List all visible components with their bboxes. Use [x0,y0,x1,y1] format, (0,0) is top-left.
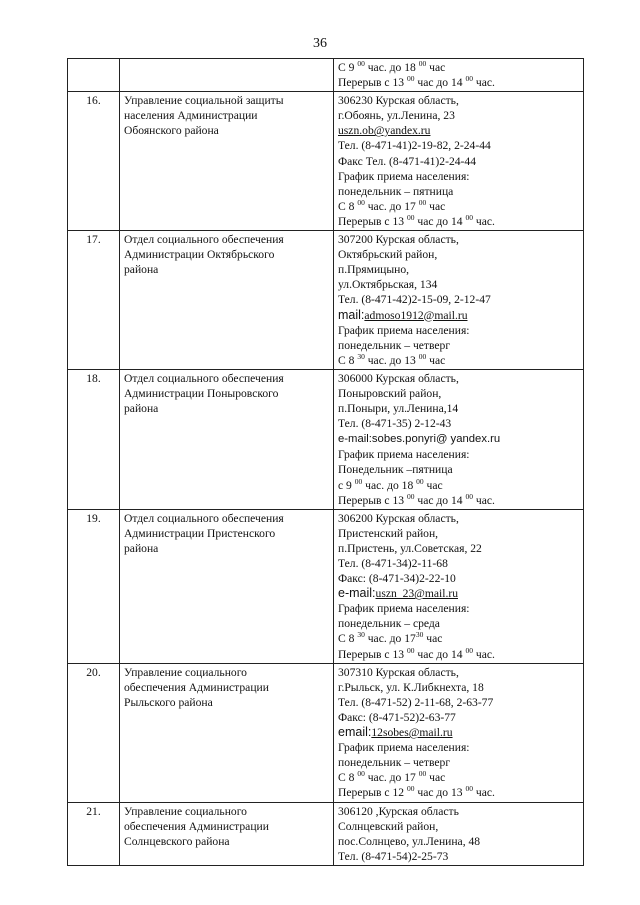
text-fragment: час. до 18 [364,61,419,74]
table-row [68,231,584,370]
organization-cell [120,92,334,231]
row-number-cell [68,231,120,370]
organization-name-line: Обоянского района [124,124,219,138]
text-fragment: понедельник – пятница [338,184,454,198]
text-fragment: 307200 Курская область, [338,233,459,247]
contact-info-line [338,401,579,416]
email-link[interactable]: uszn.ob@yandex.ru [338,124,431,138]
offices-table-body [68,59,584,866]
text-fragment: час. до 17 [364,632,416,646]
contact-info-line [338,292,579,307]
contact-info-line [338,680,579,695]
contact-info-line [338,232,579,247]
email-text: e-mail:sobes.ponyri@ yandex.ru [338,433,501,446]
time-superscript: 00 [418,59,427,68]
text-fragment: С 8 [338,353,358,367]
contact-info-line [338,804,579,819]
table-row [68,663,584,802]
text-fragment: п.Пристень, ул.Советская, 22 [338,541,482,555]
contact-info-line [338,695,579,710]
text-fragment: Октябрьский район, [338,248,438,262]
contact-info-line [338,247,579,262]
contact-info-line [338,154,579,169]
contact-info-line [338,665,579,680]
text-fragment: пос.Солнцево, ул.Ленина, 48 [338,834,481,848]
time-superscript: 00 [465,491,473,501]
contact-info-line [338,323,579,338]
contact-info-line [338,770,579,785]
text-fragment: С 8 [338,771,358,785]
text-fragment: понедельник – четверг [338,756,451,770]
organization-name-line: населения Администрации [124,109,258,123]
table-row-continuation [68,59,584,92]
organization-cell [120,509,334,663]
contact-info-line [338,631,579,646]
time-superscript: 00 [418,351,427,361]
contact-info-line [338,169,579,184]
table-row [68,369,584,509]
text-fragment: час до 14 [414,76,466,90]
contact-info-line [338,60,579,75]
time-superscript: 30 [415,630,424,640]
contact-info-cell [334,59,584,92]
text-fragment: час [426,199,446,213]
email-label: e-mail: [338,586,376,601]
text-fragment: Тел. (8-471-34)2-11-68 [338,557,448,570]
table-row [68,92,584,231]
text-fragment: час до 14 [414,647,466,661]
organization-name-line: Администрации Октябрьского [124,248,275,262]
contact-info-line [338,647,579,662]
text-fragment: График приема населения: [338,602,470,616]
text-fragment: Солнцевский район, [338,819,439,833]
row-number: 20. [86,665,101,679]
row-number-cell [68,369,120,509]
row-number-cell [68,92,120,231]
text-fragment: Тел. (8-471-52) 2-11-68, 2-63-77 [338,695,494,709]
email-link[interactable]: 12sobes@mail.ru [371,726,453,740]
organization-name-line: Управление социальной защиты [124,94,284,108]
row-number: 21. [86,804,101,818]
contact-info-line [338,123,579,138]
contact-info-line [338,462,579,477]
time-superscript: 00 [406,491,415,501]
organization-cell [120,663,334,802]
contact-info-cell [334,802,584,865]
time-superscript: 00 [354,476,363,486]
organization-name-line: Управление социального [124,665,247,679]
contact-info-line [338,478,579,493]
organization-name-line: Отдел социального обеспечения [124,371,284,385]
contact-info-line [338,416,579,431]
contact-info-line [338,740,579,755]
time-superscript: 00 [357,197,365,207]
text-fragment: Факс Тел. (8-471-41)2-24-44 [338,154,476,168]
text-fragment: час. до 13 [364,353,419,367]
text-fragment: График приема населения: [338,448,470,462]
contact-info-line [338,493,579,508]
contact-info-cell [334,663,584,802]
text-fragment: 306120 ,Курская область [338,804,459,818]
contact-info-line [338,834,579,849]
text-fragment: час. до 17 [364,199,419,213]
organization-cell [120,59,334,92]
contact-info-line [338,277,579,292]
email-label: email: [338,725,372,740]
text-fragment: г.Обоянь, ул.Ленина, 23 [338,109,455,123]
contact-info-cell [334,92,584,231]
contact-info-line [338,586,579,601]
text-fragment: 306230 Курская область, [338,94,459,108]
row-number-cell [68,59,120,92]
text-fragment: С 9 [338,61,358,74]
text-fragment: час [426,771,446,785]
time-superscript: 00 [465,212,473,222]
contact-info-line [338,262,579,277]
table-row [68,509,584,663]
organization-name-line: района [124,541,159,555]
text-fragment: час. [472,647,495,661]
contact-info-line [338,785,579,800]
text-fragment: Факс: (8-471-34)2-22-10 [338,572,456,586]
contact-info-line [338,184,579,199]
contact-info-cell [334,369,584,509]
time-superscript: 00 [406,74,415,84]
text-fragment: час. [472,493,495,507]
text-fragment: Пристенский район, [338,526,439,540]
text-fragment: Перерыв с 13 [338,493,407,507]
contact-info-line [338,447,579,462]
organization-name-line: Отдел социального обеспечения [124,233,284,247]
contact-info-line [338,199,579,214]
time-superscript: 00 [406,212,415,222]
contact-info-line [338,849,579,864]
contact-info-line [338,556,579,571]
text-fragment: ул.Октябрьская, 134 [338,278,438,292]
offices-table [67,58,584,866]
text-fragment: Перерыв с 12 [338,786,407,800]
organization-name-line: Рыльского района [124,695,213,709]
text-fragment: час. до 18 [362,478,417,492]
contact-info-line [338,819,579,834]
email-link[interactable]: admoso1912@mail.ru [364,308,468,322]
organization-name-line: обеспечения Администрации [124,819,269,833]
text-fragment: Перерыв с 13 [338,214,407,228]
text-fragment: График приема населения: [338,323,470,337]
contact-info-line [338,371,579,386]
contact-info-cell [334,509,584,663]
time-superscript: 00 [357,59,365,68]
text-fragment: Поныровский район, [338,386,442,400]
organization-cell [120,369,334,509]
contact-info-line [338,601,579,616]
contact-info-line [338,93,579,108]
text-fragment: час до 14 [414,214,466,228]
text-fragment: час. до 17 [364,771,419,785]
organization-cell [120,231,334,370]
text-fragment: 306200 Курская область, [338,511,459,525]
text-fragment: час. [472,214,495,228]
contact-info-line [338,138,579,153]
contact-info-cell [334,231,584,370]
time-superscript: 00 [418,197,427,207]
table-row [68,802,584,865]
email-link[interactable]: uszn_23@mail.ru [375,587,458,601]
text-fragment: с 9 [338,478,355,492]
text-fragment: Факс: (8-471-52)2-63-77 [338,710,456,724]
organization-name-line: района [124,402,159,416]
contact-info-line [338,338,579,353]
text-fragment: час [426,61,446,74]
row-number: 19. [86,511,101,525]
time-superscript: 30 [357,630,365,640]
row-number-cell [68,802,120,865]
text-fragment: С 8 [338,632,358,646]
contact-info-line [338,755,579,770]
contact-info-line [338,353,579,368]
text-fragment: г.Рыльск, ул. К.Либкнехта, 18 [338,680,484,694]
text-fragment: Тел. (8-471-35) 2-12-43 [338,417,452,431]
organization-name-line: Солнцевского района [124,834,230,848]
row-number-cell [68,509,120,663]
email-label: mail: [338,307,365,322]
organization-name-line: Управление социального [124,804,247,818]
text-fragment: час. [472,786,495,800]
text-fragment: п.Поныри, ул.Ленина,14 [338,402,459,416]
time-superscript: 00 [416,476,424,486]
organization-name-line: Администрации Поныровского [124,386,279,400]
text-fragment: Тел. (8-471-41)2-19-82, 2-24-44 [338,139,491,153]
text-fragment: 306000 Курская область, [338,371,459,385]
text-fragment: п.Прямицыно, [338,263,410,277]
time-superscript: 00 [465,645,473,655]
contact-info-line [338,386,579,401]
row-number-cell [68,663,120,802]
text-fragment: час [423,478,443,492]
contact-info-line [338,541,579,556]
text-fragment: час [423,632,443,646]
time-superscript: 00 [357,769,365,779]
row-number: 17. [86,233,101,247]
contact-info-line [338,214,579,229]
row-number: 18. [86,371,101,385]
organization-name-line: Администрации Пристенского [124,526,276,540]
contact-info-line [338,75,579,90]
text-fragment: час [426,353,446,367]
time-superscript: 00 [465,74,473,84]
text-fragment: С 8 [338,199,358,213]
time-superscript: 00 [418,769,427,779]
time-superscript: 00 [465,784,473,794]
text-fragment: Перерыв с 13 [338,76,407,90]
text-fragment: час. [472,76,495,90]
text-fragment: час до 13 [414,786,466,800]
text-fragment: График приема населения: [338,741,470,755]
organization-cell [120,802,334,865]
contact-info-line [338,616,579,631]
contact-info-line [338,710,579,725]
text-fragment: понедельник – четверг [338,338,451,352]
organization-name-line: района [124,263,159,277]
text-fragment: 307310 Курская область, [338,665,459,679]
text-fragment: час до 14 [414,493,466,507]
contact-info-line [338,571,579,586]
time-superscript: 00 [406,645,415,655]
row-number: 16. [86,94,101,108]
contact-info-line [338,308,579,323]
contact-info-line [338,511,579,526]
time-superscript: 30 [357,351,365,361]
contact-info-line [338,526,579,541]
contact-info-line [338,725,579,740]
contact-info-line [338,108,579,123]
page-number: 36 [313,36,327,51]
text-fragment: График приема населения: [338,169,470,183]
text-fragment: понедельник – среда [338,617,440,631]
time-superscript: 00 [406,784,415,794]
organization-name-line: обеспечения Администрации [124,680,269,694]
text-fragment: Тел. (8-471-42)2-15-09, 2-12-47 [338,293,491,307]
text-fragment: Перерыв с 13 [338,647,407,661]
text-fragment: Понедельник –пятница [338,463,453,477]
contact-info-line [338,431,579,447]
organization-name-line: Отдел социального обеспечения [124,511,284,525]
text-fragment: Тел. (8-471-54)2-25-73 [338,849,449,863]
